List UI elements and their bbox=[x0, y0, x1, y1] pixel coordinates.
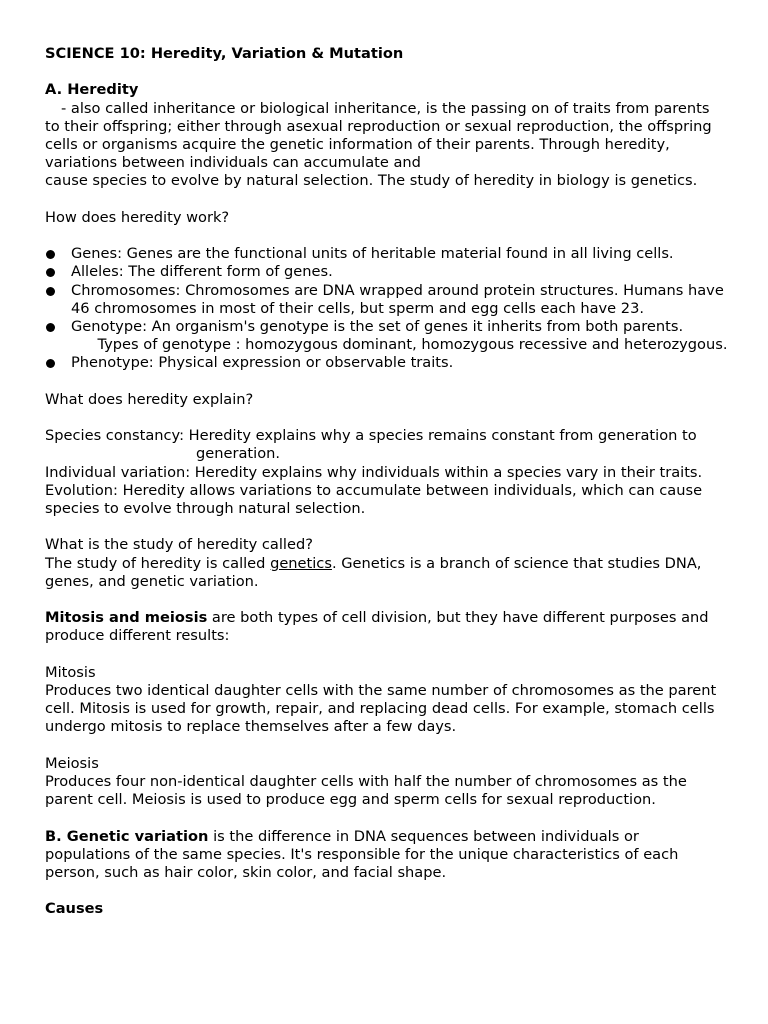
mitosis-meiosis-bold: Mitosis and meiosis bbox=[45, 609, 208, 627]
bullet-item-chromosomes bbox=[45, 282, 728, 318]
question-how-heredity-works: How does heredity work? bbox=[45, 208, 230, 226]
mitosis-text: Produces two identical daughter cells with the same number of chromosomes as the parent cell. Mitosis is used for growth, repair, and replacing dead cells. For example, stomach cells undergo mitosis to replace themselves after a few days. bbox=[45, 681, 717, 736]
species-constancy-line-1: Species constancy: Heredity explains why a species remains constant from generation to bbox=[45, 427, 697, 445]
heredity-definition bbox=[45, 100, 728, 173]
spacer bbox=[45, 409, 728, 427]
section-b-intro bbox=[45, 828, 728, 883]
individual-variation: Individual variation: Heredity explains why individuals within a species vary in their traits. bbox=[45, 463, 703, 481]
causes-heading: Causes bbox=[45, 900, 104, 918]
study-answer bbox=[45, 555, 728, 591]
heredity-definition-cont: cause species to evolve by natural selection. The study of heredity in biology is genetics. bbox=[45, 172, 698, 190]
spacer bbox=[45, 591, 728, 609]
bullet-text: Alleles: The different form of genes. bbox=[71, 263, 333, 281]
spacer bbox=[45, 646, 728, 664]
heredity-definition-text: - also called inheritance or biological inheritance, is the passing on of traits from parents to their offspring; either through asexual reproduction or sexual reproduction, the offspring cells or organisms acquire the genetic information of their parents. Through heredity, variations between individuals can accumulate and bbox=[45, 99, 712, 172]
document-title: SCIENCE 10: Heredity, Variation & Mutation bbox=[45, 45, 404, 62]
bullet-icon bbox=[46, 359, 55, 368]
bullet-item-genotype bbox=[45, 318, 728, 354]
bullet-icon bbox=[46, 323, 55, 332]
bullet-icon bbox=[46, 268, 55, 277]
bullet-icon bbox=[46, 250, 55, 259]
heredity-bullet-list bbox=[45, 245, 728, 372]
mitosis-title: Mitosis bbox=[45, 663, 96, 681]
bullet-item-genes bbox=[45, 245, 728, 263]
genetics-link[interactable]: genetics bbox=[270, 554, 332, 572]
spacer bbox=[45, 63, 728, 81]
bullet-icon bbox=[46, 287, 55, 296]
meiosis-text: Produces four non-identical daughter cells with half the number of chromosomes as the parent cell. Meiosis is used to produce egg and sperm cells for sexual reproduction. bbox=[45, 772, 687, 809]
spacer bbox=[45, 518, 728, 536]
bullet-text: Chromosomes: Chromosomes are DNA wrapped around protein structures. Humans have 46 chromosomes in most of their cells, but sperm and egg cells each have 23. bbox=[71, 281, 724, 317]
meiosis-title: Meiosis bbox=[45, 754, 99, 772]
bullet-text: Genotype: An organism's genotype is the set of genes it inherits from both parents. bbox=[71, 318, 684, 335]
section-b-heading: B. Genetic variation bbox=[45, 827, 209, 845]
spacer bbox=[45, 882, 728, 900]
evolution: Evolution: Heredity allows variations to accumulate between individuals, which can cause species to evolve through natural selection. bbox=[45, 481, 703, 517]
spacer bbox=[45, 227, 728, 245]
spacer bbox=[45, 809, 728, 827]
bullet-item-phenotype bbox=[45, 354, 728, 372]
study-answer-post: . Genetics is a branch of science that studies DNA, genes, and genetic variation. bbox=[45, 554, 702, 590]
study-answer-pre: The study of heredity is called bbox=[45, 554, 271, 572]
bullet-text: Genes: Genes are the functional units of heritable material found in all living cells. bbox=[71, 245, 674, 263]
section-a-heading: A. Heredity bbox=[45, 81, 139, 99]
mitosis-meiosis-rest: are both types of cell division, but they have different purposes and produce different results: bbox=[45, 609, 709, 645]
genotype-types: Types of genotype : homozygous dominant, homozygous recessive and heterozygous. bbox=[97, 336, 728, 354]
spacer bbox=[45, 191, 728, 209]
bullet-text: Phenotype: Physical expression or observable traits. bbox=[71, 354, 454, 372]
species-constancy-line-2: generation. bbox=[196, 445, 281, 463]
spacer bbox=[45, 373, 728, 391]
question-what-heredity-explains: What does heredity explain? bbox=[45, 390, 254, 408]
question-study-of-heredity: What is the study of heredity called? bbox=[45, 536, 313, 554]
section-b-text: is the difference in DNA sequences between individuals or populations of the same species. It's responsible for the unique characteristics of each person, such as hair color, skin color, and facial shape. bbox=[45, 827, 679, 881]
spacer bbox=[45, 737, 728, 755]
mitosis-meiosis-intro bbox=[45, 609, 728, 645]
bullet-item-alleles bbox=[45, 263, 728, 281]
